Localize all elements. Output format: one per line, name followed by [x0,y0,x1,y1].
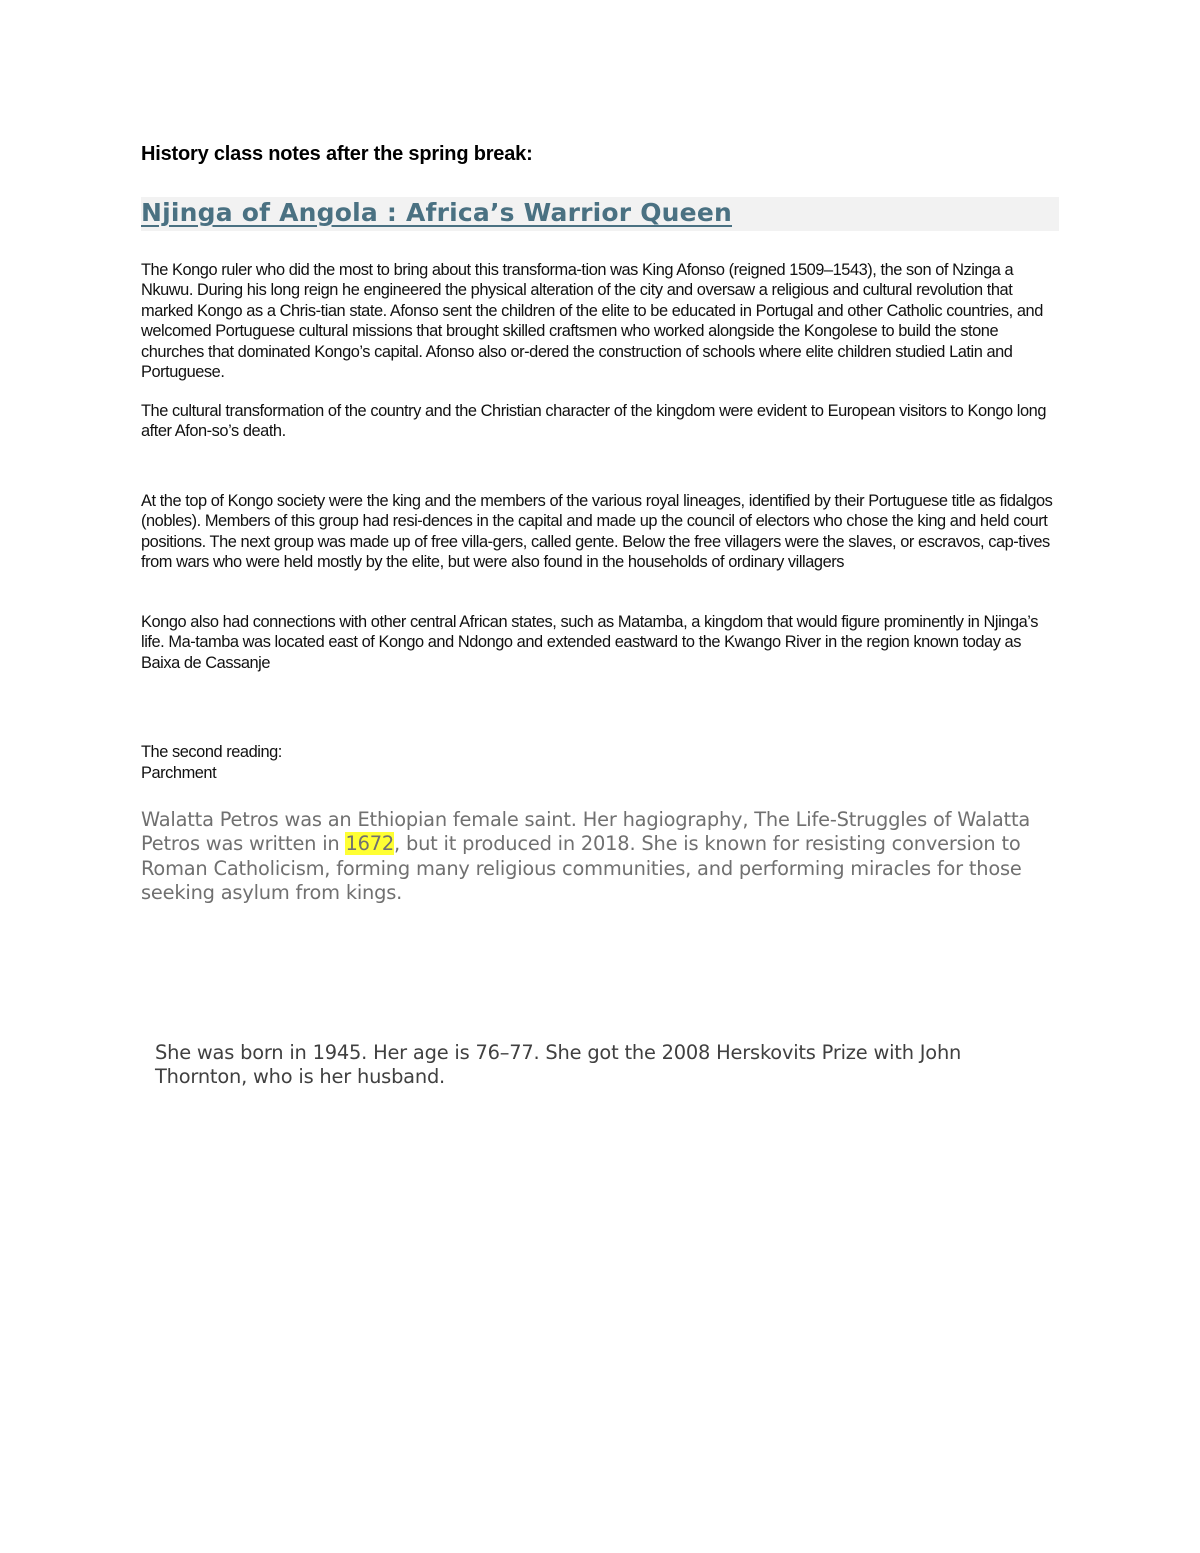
paragraph-cultural-transformation: The cultural transformation of the country and the Christian character of the kingdom were evident to European visitors to Kongo long after Afon-so’s death. [141,402,1046,441]
paragraph-kongo-society: At the top of Kongo society were the king and the members of the various royal lineages, identified by their Portuguese title as fidalgos (nobles). Members of this group had resi-dences in the capital and made up the council of electors who chose the king and held court positions. The next group was made up of free villa-gers, called gente. Below the free villagers were the slaves, or escravos, cap-tives from wars who were held mostly by the elite, but were also found in the households of ordinary villagers [141,492,1053,572]
notes-heading: History class notes after the spring break: [141,143,533,165]
walatta-text-before: Walatta Petros was an Ethiopian female saint. Her hagiography, The Life-Struggles of Walatta Petros was written in [141,808,1031,856]
second-reading-label: The second reading: [141,743,282,761]
document-title: Njinga of Angola : Africa’s Warrior Queen [141,198,732,227]
second-reading-source: Parchment [141,764,217,782]
walatta-text-after: , but it produced in 2018. She is known for resisting conversion to Roman Catholicism, forming many religious communities, and performing miracles for those seeking asylum from kings. [141,832,1022,904]
paragraph-author-bio: She was born in 1945. Her age is 76–77. She got the 2008 Herskovits Prize with John Thornton, who is her husband. [155,1041,962,1089]
paragraph-walatta-petros [141,808,1061,905]
paragraph-matamba: Kongo also had connections with other central African states, such as Matamba, a kingdom that would figure prominently in Njinga’s life. Ma-tamba was located east of Kongo and Ndongo and extended eastward to the Kwango River in the region known today as Baixa de Cassanje [141,613,1038,672]
highlighted-year: 1672 [345,832,395,856]
title-block [141,197,1059,231]
paragraph-afonso: The Kongo ruler who did the most to bring about this transforma-tion was King Afonso (reigned 1509–1543), the son of Nzinga a Nkuwu. During his long reign he engineered the physical alteration of the city and oversaw a religious and cultural revolution that marked Kongo as a Chris-tian state. Afonso sent the children of the elite to be educated in Portugal and other Catholic countries, and welcomed Portuguese cultural missions that brought skilled craftsmen who worked alongside the Kongolese to build the stone churches that dominated Kongo’s capital. Afonso also or-dered the construction of schools where elite children studied Latin and Portuguese. [141,261,1043,382]
